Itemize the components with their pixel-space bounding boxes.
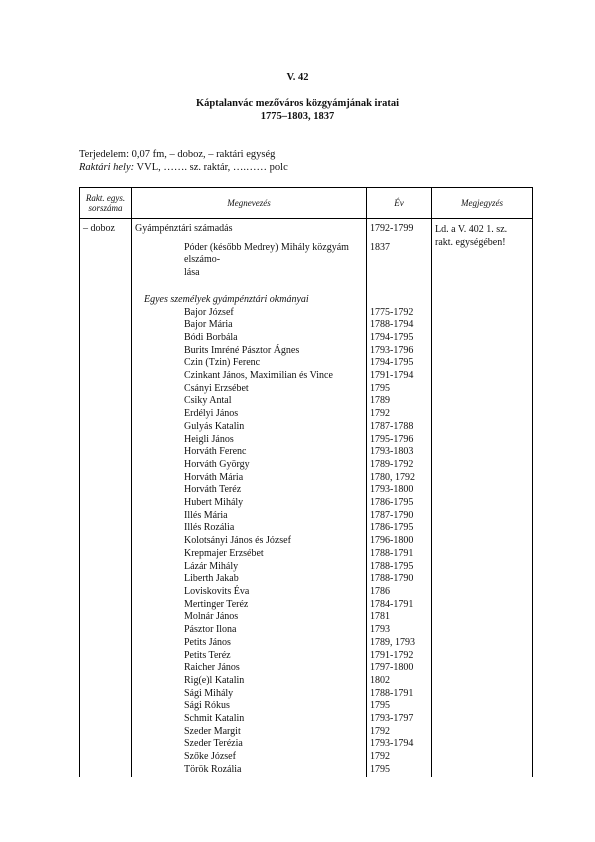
name-cell: Czin (Tzin) Ferenc (132, 357, 367, 370)
table-row (80, 650, 533, 663)
table-row (80, 332, 533, 345)
unit-cell (80, 370, 132, 383)
name-cell: Gyámpénztári számadás (132, 219, 367, 236)
year-cell: 1792-1799 (367, 219, 432, 236)
name-cell: Lázár Mihály (132, 561, 367, 574)
table-row (80, 459, 533, 472)
table-row (80, 573, 533, 586)
unit-cell (80, 573, 132, 586)
year-cell: 1794-1795 (367, 332, 432, 345)
unit-cell (80, 497, 132, 510)
name-cell: Sági Rókus (132, 700, 367, 713)
unit-cell (80, 395, 132, 408)
table-row (80, 434, 533, 447)
year-cell: 1793 (367, 624, 432, 637)
year-cell: 1786-1795 (367, 497, 432, 510)
table-row (80, 751, 533, 764)
table-row (80, 408, 533, 421)
unit-cell (80, 688, 132, 701)
year-cell: 1775-1792 (367, 307, 432, 320)
table-row (80, 497, 533, 510)
storage-line (79, 162, 288, 173)
unit-cell (80, 345, 132, 358)
unit-cell (80, 280, 132, 307)
name-cell: Loviskovits Éva (132, 586, 367, 599)
table-row (80, 764, 533, 777)
unit-cell (80, 446, 132, 459)
table-row (80, 307, 533, 320)
table-row (80, 713, 533, 726)
notes-cell (432, 561, 533, 574)
name-cell: Kolotsányi János és József (132, 535, 367, 548)
year-cell: 1788-1795 (367, 561, 432, 574)
name-cell: Horváth Teréz (132, 484, 367, 497)
unit-cell (80, 586, 132, 599)
name-cell: Bódi Borbála (132, 332, 367, 345)
name-cell: Csányi Erzsébet (132, 383, 367, 396)
table-row (80, 599, 533, 612)
name-cell: Sági Mihály (132, 688, 367, 701)
table-row (80, 561, 533, 574)
record-group-title (0, 97, 595, 123)
unit-cell (80, 332, 132, 345)
notes-cell (432, 357, 533, 370)
notes-cell (432, 319, 533, 332)
unit-cell (80, 472, 132, 485)
unit-cell (80, 662, 132, 675)
table-row (80, 370, 533, 383)
name-cell: Török Rozália (132, 764, 367, 777)
unit-cell: – doboz (80, 219, 132, 236)
unit-cell (80, 319, 132, 332)
notes-cell (432, 459, 533, 472)
table-row (80, 357, 533, 370)
notes-line-2: rakt. egységében! (435, 237, 506, 248)
notes-cell (432, 332, 533, 345)
unit-cell (80, 650, 132, 663)
year-cell: 1781 (367, 611, 432, 624)
unit-cell (80, 764, 132, 777)
year-cell: 1793-1797 (367, 713, 432, 726)
name-cell: Schmit Katalin (132, 713, 367, 726)
notes-cell (432, 738, 533, 751)
unit-cell (80, 738, 132, 751)
table-row (80, 484, 533, 497)
unit-cell (80, 675, 132, 688)
year-cell: 1792 (367, 408, 432, 421)
name-line-1: Póder (később Medrey) Mihály közgyám elszámo- (184, 241, 349, 266)
year-cell: 1795 (367, 383, 432, 396)
name-cell: Petits Teréz (132, 650, 367, 663)
notes-cell (432, 484, 533, 497)
unit-cell (80, 535, 132, 548)
unit-cell (80, 484, 132, 497)
storage-value: VVL, ……. sz. raktár, ….…… polc (134, 162, 288, 173)
unit-cell (80, 408, 132, 421)
table-row (80, 688, 533, 701)
name-cell: Erdélyi János (132, 408, 367, 421)
table-row (80, 535, 533, 548)
name-cell: Czinkant János, Maximilian és Vince (132, 370, 367, 383)
header-notes: Megjegyzés (432, 188, 533, 219)
notes-cell (432, 573, 533, 586)
year-cell: 1793-1794 (367, 738, 432, 751)
notes-cell (432, 370, 533, 383)
notes-cell (432, 675, 533, 688)
name-line-2: lása (184, 267, 200, 279)
table-row (80, 738, 533, 751)
year-cell: 1792 (367, 726, 432, 739)
notes-cell (432, 726, 533, 739)
year-cell: 1786-1795 (367, 522, 432, 535)
name-cell: Raicher János (132, 662, 367, 675)
year-cell: 1837 (367, 236, 432, 280)
year-cell: 1791-1792 (367, 650, 432, 663)
year-cell: 1789-1792 (367, 459, 432, 472)
table-row (80, 510, 533, 523)
notes-cell (432, 713, 533, 726)
table-row (80, 586, 533, 599)
name-cell: Liberth Jakab (132, 573, 367, 586)
header-unit-line-2: sorszáma (88, 203, 123, 213)
year-cell (367, 280, 432, 307)
notes-cell (432, 345, 533, 358)
table-row (80, 383, 533, 396)
table-row (80, 675, 533, 688)
notes-cell (432, 700, 533, 713)
unit-cell (80, 459, 132, 472)
year-cell: 1780, 1792 (367, 472, 432, 485)
table-row (80, 637, 533, 650)
notes-cell (432, 307, 533, 320)
notes-cell (432, 408, 533, 421)
name-cell: Horváth György (132, 459, 367, 472)
notes-cell (432, 383, 533, 396)
year-cell: 1793-1796 (367, 345, 432, 358)
notes-line-1: Ld. a V. 402 1. sz. (435, 224, 508, 235)
name-cell (132, 236, 367, 280)
header-unit-number (80, 188, 132, 219)
year-cell: 1797-1800 (367, 662, 432, 675)
table-row (80, 726, 533, 739)
notes-cell (432, 497, 533, 510)
notes-cell (432, 688, 533, 701)
name-cell: Illés Mária (132, 510, 367, 523)
year-cell: 1789 (367, 395, 432, 408)
unit-cell (80, 751, 132, 764)
year-cell: 1795 (367, 764, 432, 777)
unit-cell (80, 624, 132, 637)
year-cell: 1788-1794 (367, 319, 432, 332)
year-cell: 1794-1795 (367, 357, 432, 370)
notes-cell (432, 624, 533, 637)
table-row (80, 446, 533, 459)
notes-cell (432, 751, 533, 764)
title-line-1: Káptalanvác mezőváros közgyámjának iratai (195, 98, 400, 109)
name-cell: Krepmajer Erzsébet (132, 548, 367, 561)
notes-cell (432, 535, 533, 548)
table-header-row (80, 188, 533, 219)
name-cell: Illés Rozália (132, 522, 367, 535)
name-cell: Horváth Ferenc (132, 446, 367, 459)
record-group-code: V. 42 (286, 72, 309, 83)
unit-cell (80, 726, 132, 739)
name-cell: Gulyás Katalin (132, 421, 367, 434)
subheading-cell: Egyes személyek gyámpénztári okmányai (132, 280, 367, 307)
year-cell: 1795-1796 (367, 434, 432, 447)
year-cell: 1792 (367, 751, 432, 764)
unit-cell (80, 421, 132, 434)
notes-cell (432, 421, 533, 434)
unit-cell (80, 713, 132, 726)
unit-cell (80, 548, 132, 561)
unit-cell (80, 434, 132, 447)
name-cell: Bajor Mária (132, 319, 367, 332)
name-cell: Rig(e)l Katalin (132, 675, 367, 688)
notes-cell (432, 219, 533, 307)
table-row (80, 319, 533, 332)
year-cell: 1784-1791 (367, 599, 432, 612)
table-row (80, 700, 533, 713)
name-cell: Bajor József (132, 307, 367, 320)
unit-cell (80, 561, 132, 574)
unit-cell (80, 522, 132, 535)
notes-cell (432, 472, 533, 485)
notes-cell (432, 599, 533, 612)
notes-cell (432, 522, 533, 535)
notes-cell (432, 548, 533, 561)
notes-cell (432, 586, 533, 599)
notes-cell (432, 510, 533, 523)
header-name: Megnevezés (132, 188, 367, 219)
notes-cell (432, 650, 533, 663)
name-cell: Mertinger Teréz (132, 599, 367, 612)
table-row (80, 662, 533, 675)
table-row (80, 624, 533, 637)
year-cell: 1788-1791 (367, 688, 432, 701)
name-cell: Pásztor Ilona (132, 624, 367, 637)
year-cell: 1787-1790 (367, 510, 432, 523)
storage-label: Raktári hely: (79, 162, 135, 173)
unit-cell (80, 236, 132, 280)
extent-line: Terjedelem: 0,07 fm, – doboz, – raktári egység (79, 149, 276, 160)
unit-cell (80, 357, 132, 370)
year-cell: 1795 (367, 700, 432, 713)
table-row (80, 548, 533, 561)
unit-cell (80, 700, 132, 713)
name-cell: Petits János (132, 637, 367, 650)
name-cell: Horváth Mária (132, 472, 367, 485)
notes-cell (432, 446, 533, 459)
name-cell: Csiky Antal (132, 395, 367, 408)
header-year: Év (367, 188, 432, 219)
unit-cell (80, 307, 132, 320)
name-cell: Molnár János (132, 611, 367, 624)
name-cell: Szeder Margit (132, 726, 367, 739)
title-line-2: 1775–1803, 1837 (260, 111, 335, 122)
table-row (80, 522, 533, 535)
name-cell: Burits Imréné Pásztor Ágnes (132, 345, 367, 358)
year-cell: 1789, 1793 (367, 637, 432, 650)
header-unit-line-1: Rakt. egys. (85, 193, 126, 203)
unit-cell (80, 383, 132, 396)
inventory-table (79, 187, 533, 777)
name-cell: Heigli János (132, 434, 367, 447)
name-cell: Szeder Terézia (132, 738, 367, 751)
unit-cell (80, 611, 132, 624)
notes-cell (432, 434, 533, 447)
year-cell: 1796-1800 (367, 535, 432, 548)
table-row (80, 345, 533, 358)
year-cell: 1791-1794 (367, 370, 432, 383)
notes-cell (432, 764, 533, 777)
year-cell: 1787-1788 (367, 421, 432, 434)
table-row (80, 611, 533, 624)
name-cell: Szőke József (132, 751, 367, 764)
unit-cell (80, 637, 132, 650)
table-row (80, 472, 533, 485)
year-cell: 1793-1803 (367, 446, 432, 459)
table-body (80, 219, 533, 777)
unit-cell (80, 510, 132, 523)
notes-cell (432, 611, 533, 624)
notes-cell (432, 637, 533, 650)
notes-cell (432, 662, 533, 675)
year-cell: 1788-1790 (367, 573, 432, 586)
year-cell: 1802 (367, 675, 432, 688)
name-cell: Hubert Mihály (132, 497, 367, 510)
table-row (80, 421, 533, 434)
year-cell: 1793-1800 (367, 484, 432, 497)
table-row (80, 395, 533, 408)
year-cell: 1786 (367, 586, 432, 599)
unit-cell (80, 599, 132, 612)
notes-cell (432, 395, 533, 408)
table-row (80, 219, 533, 236)
year-cell: 1788-1791 (367, 548, 432, 561)
